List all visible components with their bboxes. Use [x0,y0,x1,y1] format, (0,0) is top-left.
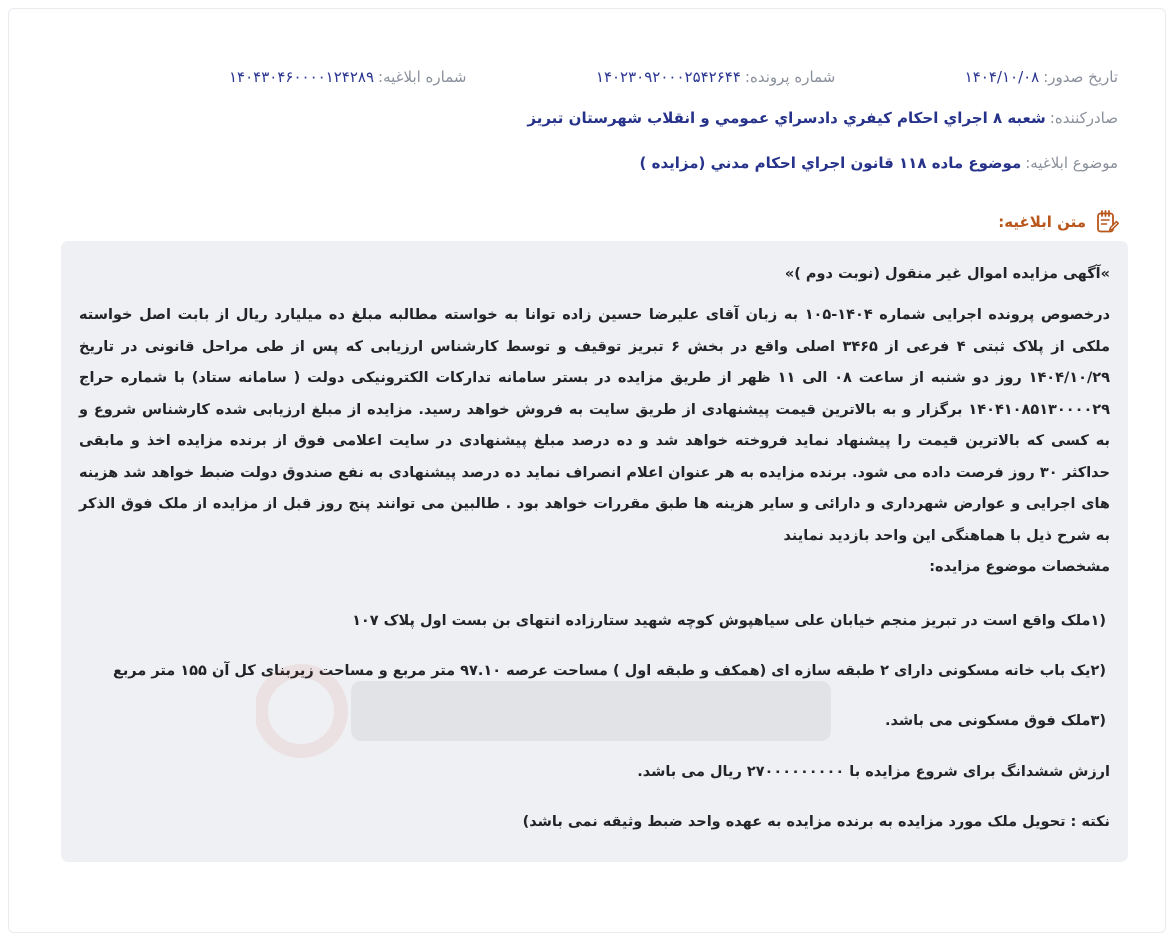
issuer-label: صادرکننده: [1049,109,1118,127]
case-number-field [596,68,835,86]
issue-date-label: تاریخ صدور: [1043,68,1118,86]
notice-body: درخصوص پرونده اجرایی شماره ۱۴۰۴-۱۰۵ به زبان آقای علیرضا حسین زاده توانا به خواسته مطالبه مبلغ ده میلیارد ریال از بابت اصل خواسته ملکی از پلاک ثبتی ۴ فرعی از ۳۴۶۵ اصلی واقع در بخش ۶ تبریز توقیف و توسط کارشناس ارزیابی که پس از طی مراحل قانونی در تاریخ ۱۴۰۴/۱۰/۲۹ روز دو شنبه از ساعت ۰۸ الی ۱۱ ظهر از طریق مزایده در بستر سامانه تدارکات الکترونیکی دولت ( سامانه ستاد) با شماره حراج ۱۴۰۴۱۰۸۵۱۳۰۰۰۰۲۹ برگزار و به بالاترین قیمت پیشنهادی از طریق سایت به فروش خواهد رسید. مزایده از مبلغ ارزیابی شده کارشناس شروع و به کسی که بالاترین قیمت را پیشنهاد نماید فروخته خواهد شد و ده درصد مبلغ پیشنهادی در سایت اعلامی فوق از برنده مزایده اخذ و مابقی حداکثر ۳۰ روز فرصت داده می شود. برنده مزایده به هر عنوان اعلام انصراف نماید ده درصد پیشنهادی به نفع صندوق دولت ضبط خواهد شد هزینه های اجرایی و عوارض شهرداری و دارائی و سایر هزینه ها طبق مقررات خواهد بود . طالبین می توانند پنج روز قبل از مزایده از ملک فوق الذکر به شرح ذیل با هماهنگی این واحد بازدید نمایند [79,307,1111,544]
notice-number-value: ۱۴۰۴۳۰۴۶۰۰۰۰۱۲۴۲۸۹ [229,68,375,86]
issue-date-field [965,68,1118,86]
valuation-line: ارزش ششدانگ برای شروع مزایده با ۲۷۰۰۰۰۰۰۰۰۰ ریال می باشد. [637,763,1110,780]
spec-item: (۱ملک واقع است در تبریز منجم خیابان علی سیاهپوش کوچه شهید ستارزاده انتهای بن بست اول پلاک ۱۰۷ [352,612,1106,629]
case-number-label: شماره پرونده: [744,68,836,86]
note-line: نکته : تحویل ملک مورد مزایده به برنده مزایده به عهده واحد ضبط وثیقه نمی باشد) [522,813,1110,830]
subject-row [640,150,1118,176]
spec-heading: مشخصات موضوع مزایده: [929,559,1110,575]
notice-text-title: متن ابلاغیه: [998,213,1086,231]
issue-date-value: ۱۴۰۴/۱۰/۰۸ [964,68,1040,86]
notice-number-field [229,68,466,86]
subject-label: موضوع ابلاغیه: [1025,154,1118,172]
spec-item: (۲یک باب خانه مسکونی دارای ۲ طبقه سازه ای (همکف و طبقه اول ) مساحت عرصه ۹۷.۱۰ متر مربع و مساحت زیربنای کل آن ۱۵۵ متر مربع [112,662,1106,679]
issuer-value: شعبه ۸ اجراي احکام کيفري دادسراي عمومي و انقلاب شهرستان تبريز [527,109,1046,127]
notice-text-heading [998,209,1120,235]
notice-text-box [61,241,1128,862]
notice-card [8,8,1166,933]
case-number-value: ۱۴۰۲۳۰۹۲۰۰۰۲۵۴۲۶۴۴ [595,68,741,86]
notice-meta-row [229,64,1118,90]
issuer-field [527,109,1118,127]
subject-value: موضوع ماده ۱۱۸ قانون اجراي احکام مدني (مزايده ) [639,154,1022,172]
notebook-edit-icon [1094,209,1120,235]
subject-field [640,154,1118,172]
issuer-row [527,105,1118,131]
notice-number-label: شماره ابلاغیه: [378,68,467,86]
spec-item: (۳ملک فوق مسکونی می باشد. [884,712,1106,729]
notice-title: »آگهی مزایده اموال غیر منقول (نوبت دوم )» [784,266,1110,282]
